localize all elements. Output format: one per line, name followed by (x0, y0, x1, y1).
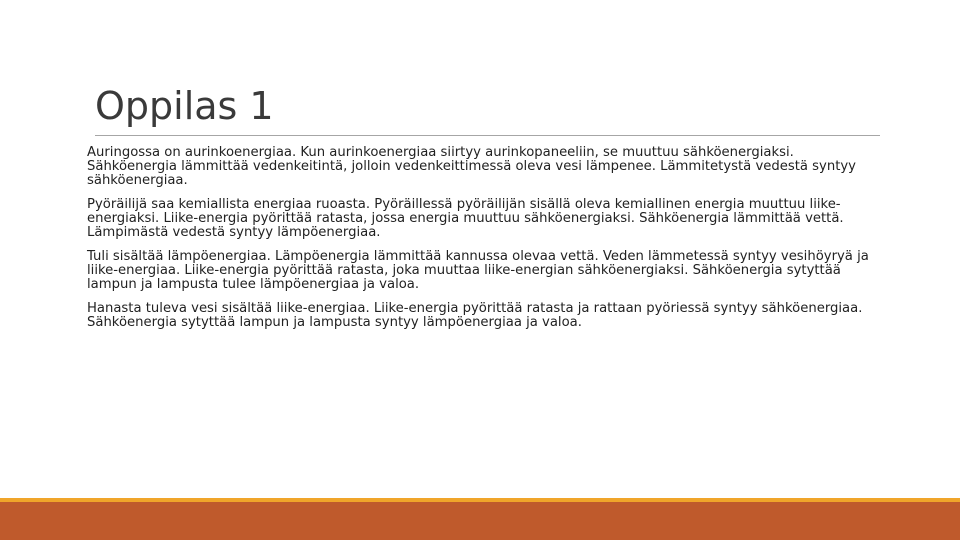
title-divider (95, 135, 880, 136)
paragraph-3: Tuli sisältää lämpöenergiaa. Lämpöenergia lämmittää kannussa olevaa vettä. Veden lämmetessä syntyy vesihöyryä ja liike-energiaa. Liike-energia pyörittää ratasta, joka muuttaa liike-energian sähköenergiaksi. Sähköenergia sytyttää lampun ja lampusta tulee lämpöenergiaa ja valoa. (87, 249, 869, 292)
paragraph-4: Hanasta tuleva vesi sisältää liike-energiaa. Liike-energia pyörittää ratasta ja rattaan pyöriessä syntyy sähköenergiaa. Sähköenergia sytyttää lampun ja lampusta syntyy lämpöenergiaa ja valoa. (87, 301, 863, 330)
slide-body (87, 146, 887, 340)
paragraph-2: Pyöräilijä saa kemiallista energiaa ruoasta. Pyöräillessä pyöräilijän sisällä oleva kemiallinen energia muuttuu liike-energiaksi. Liike-energia pyörittää ratasta, jossa energia muuttuu sähköenergiaksi. Sähköenergia lämmittää vettä. Lämpimästä vedestä syntyy lämpöenergiaa. (87, 197, 844, 240)
paragraph-1: Auringossa on aurinkoenergiaa. Kun aurinkoenergiaa siirtyy aurinkopaneeliin, se muuttuu sähköenergiaksi. Sähköenergia lämmittää vedenkeitintä, jolloin vedenkeittimessä oleva vesi lämpenee. Lämmitetystä vedestä syntyy sähköenergiaa. (87, 145, 856, 188)
footer-bar (0, 502, 960, 540)
slide-title: Oppilas 1 (95, 84, 274, 128)
